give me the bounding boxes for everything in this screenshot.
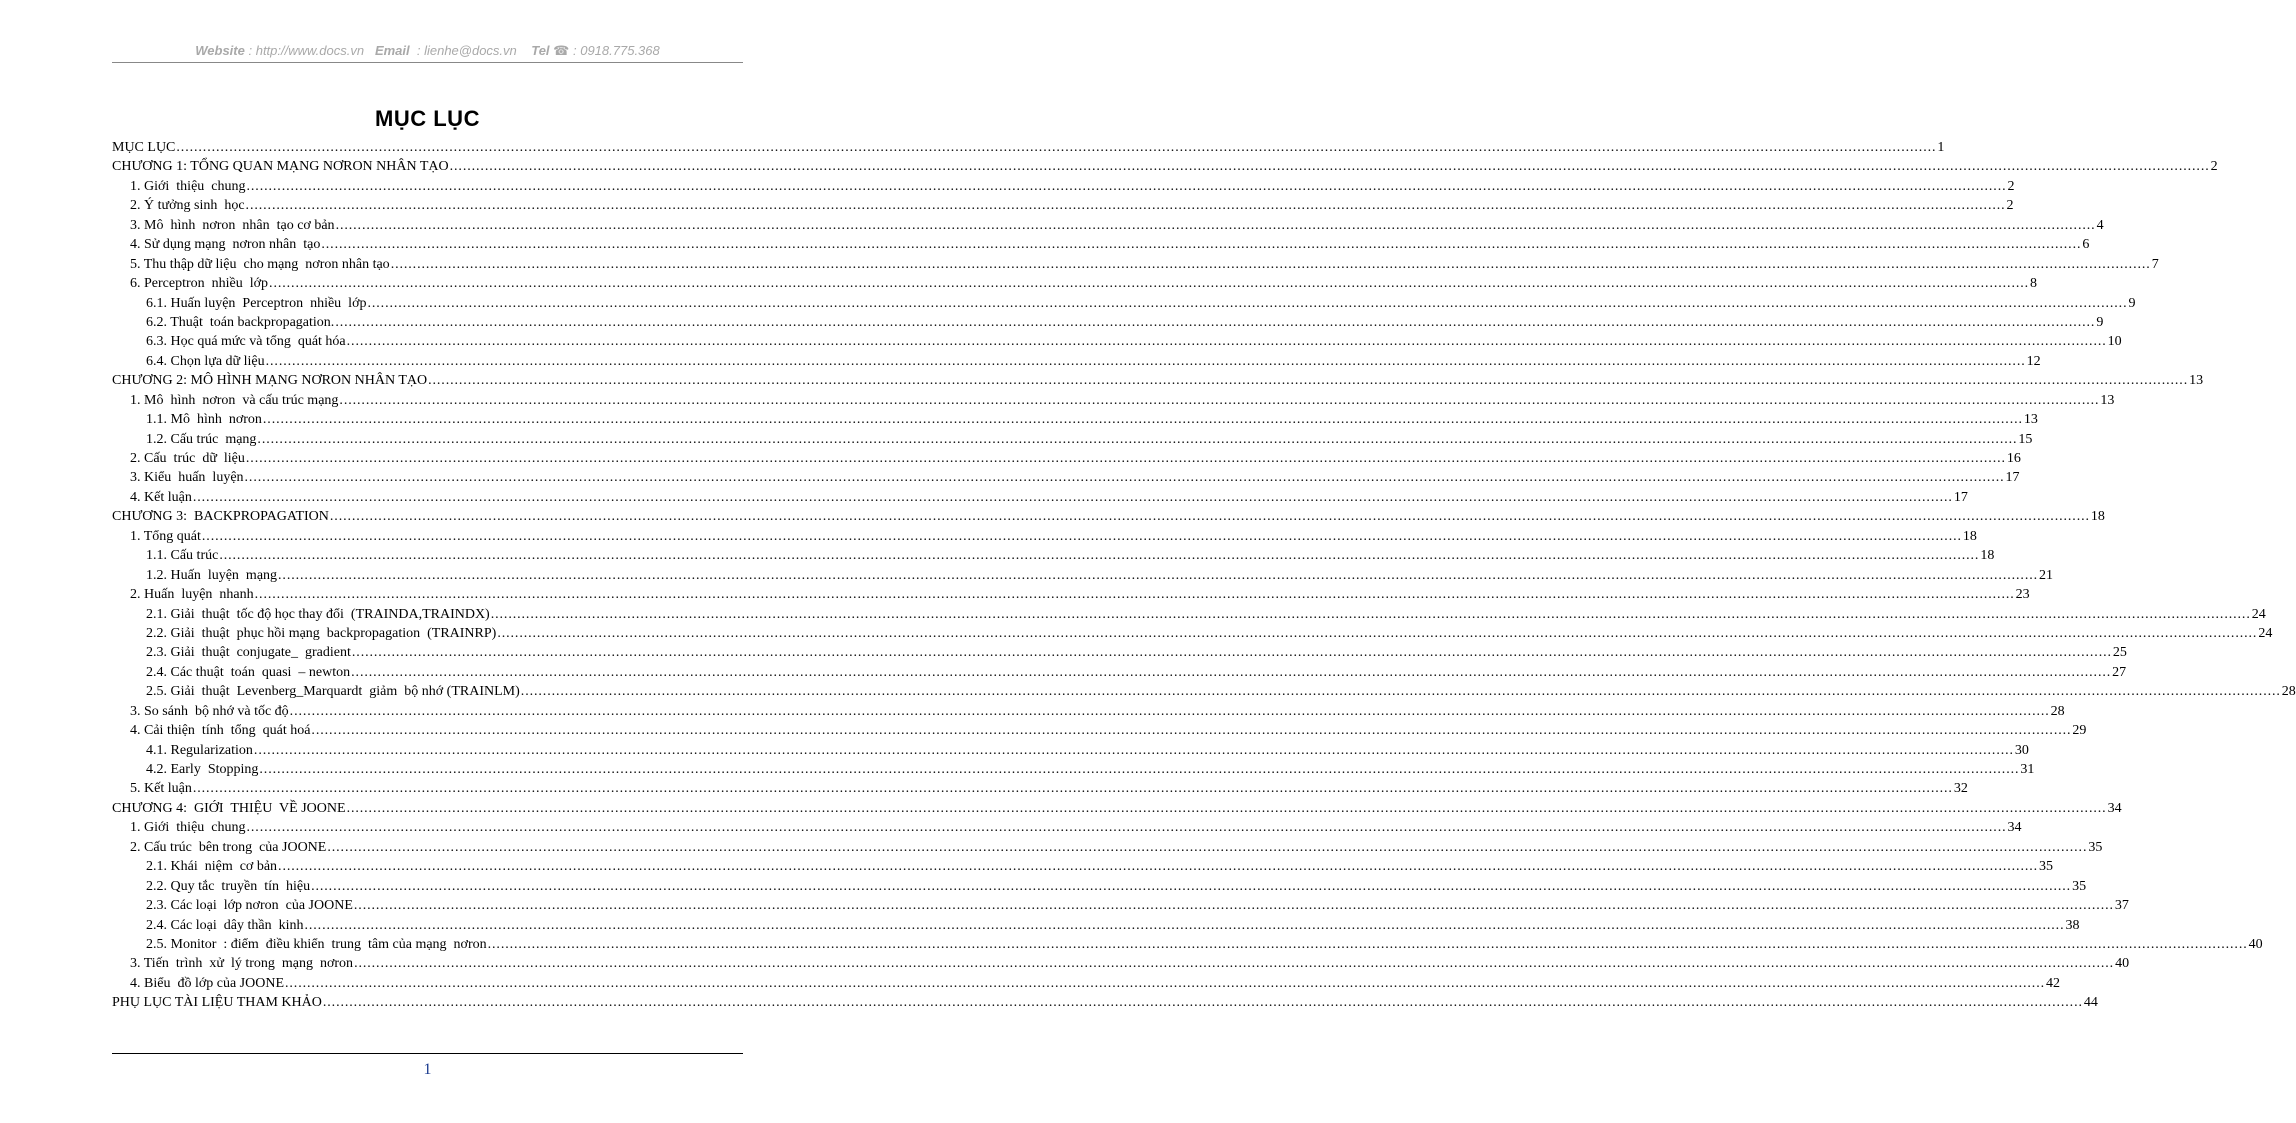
toc-entry[interactable]: [112, 235, 2090, 254]
toc-leader-dots: ................................................................................................................................................................................................................................................................................................................................................................................................................: [257, 431, 2018, 447]
toc-entry-label: 4. Cải thiện tính tổng quát hoá: [130, 723, 311, 739]
toc-entry-page: 28: [2050, 703, 2065, 719]
toc-entry-label: 2.2. Quy tắc truyền tín hiệu: [146, 878, 311, 894]
toc-leader-dots: ................................................................................................................................................................................................................................................................................................................................................................................................................: [322, 995, 2083, 1011]
toc-leader-dots: ................................................................................................................................................................................................................................................................................................................................................................................................................: [428, 373, 2189, 389]
toc-entry-label: 5. Kết luận: [130, 781, 192, 797]
toc-entry[interactable]: [112, 468, 2020, 487]
toc-entry[interactable]: [112, 177, 2015, 196]
toc-entry-page: 2: [2007, 178, 2015, 194]
toc-entry-page: 29: [2072, 723, 2087, 739]
toc-entry-page: 13: [2100, 392, 2115, 408]
toc-entry-label: 2. Ý tưởng sinh học: [130, 198, 245, 214]
toc-leader-dots: ................................................................................................................................................................................................................................................................................................................................................................................................................: [311, 878, 2072, 894]
toc-entry[interactable]: [112, 352, 2041, 371]
toc-entry-label: 1. Mô hình nơron và cấu trúc mạng: [130, 392, 339, 408]
toc-entry-label: 6.3. Học quá mức và tổng quát hóa: [146, 334, 346, 350]
toc-entry-page: 35: [2072, 878, 2087, 894]
toc-entry-label: 6.4. Chọn lựa dữ liệu: [146, 353, 265, 369]
toc-entry-page: 35: [2088, 839, 2103, 855]
toc-entry-page: 32: [1953, 781, 1968, 797]
toc-entry-label: 4. Sử dụng mạng nơron nhân tạo: [130, 237, 321, 253]
toc-entry-label: 1. Giới thiệu chung: [130, 178, 246, 194]
toc-entry[interactable]: [112, 974, 2060, 993]
toc-entry-label: CHƯƠNG 3: BACKPROPAGATION: [112, 509, 329, 525]
toc-leader-dots: ................................................................................................................................................................................................................................................................................................................................................................................................................: [269, 276, 2030, 292]
tel-value: : 0918.775.368: [573, 43, 660, 58]
toc-entry[interactable]: [112, 410, 2038, 429]
toc-leader-dots: ................................................................................................................................................................................................................................................................................................................................................................................................................: [254, 587, 2015, 603]
toc-entry-page: 18: [1980, 548, 1995, 564]
toc-leader-dots: ................................................................................................................................................................................................................................................................................................................................................................................................................: [253, 742, 2014, 758]
toc-entry-label: 2.4. Các loại dây thần kinh: [146, 917, 304, 933]
toc-leader-dots: ................................................................................................................................................................................................................................................................................................................................................................................................................: [321, 237, 2082, 253]
toc-leader-dots: ................................................................................................................................................................................................................................................................................................................................................................................................................: [490, 606, 2251, 622]
toc-leader-dots: ................................................................................................................................................................................................................................................................................................................................................................................................................: [289, 703, 2050, 719]
toc-entry[interactable]: [112, 760, 2035, 779]
toc-entry-label: 4. Biểu đồ lớp của JOONE: [130, 975, 284, 991]
table-of-contents: [112, 138, 2296, 1013]
toc-entry[interactable]: [112, 624, 2273, 643]
toc-leader-dots: ................................................................................................................................................................................................................................................................................................................................................................................................................: [311, 723, 2072, 739]
toc-entry[interactable]: [112, 138, 1945, 157]
toc-entry-label: PHỤ LỤC TÀI LIỆU THAM KHẢO: [112, 995, 322, 1011]
toc-leader-dots: ................................................................................................................................................................................................................................................................................................................................................................................................................: [346, 334, 2107, 350]
toc-entry[interactable]: [112, 877, 2087, 896]
website-label: Website: [195, 43, 245, 58]
toc-entry[interactable]: [112, 216, 2104, 235]
toc-entry[interactable]: [112, 741, 2029, 760]
toc-entry-label: 4. Kết luận: [130, 489, 192, 505]
toc-entry[interactable]: [112, 721, 2087, 740]
toc-entry-page: 23: [2015, 587, 2030, 603]
toc-leader-dots: ................................................................................................................................................................................................................................................................................................................................................................................................................: [259, 762, 2020, 777]
toc-leader-dots: ................................................................................................................................................................................................................................................................................................................................................................................................................: [262, 412, 2023, 428]
toc-entry-label: 6.2. Thuật toán backpropagation.: [146, 314, 335, 330]
toc-entry-label: 4.1. Regularization: [146, 742, 253, 758]
toc-entry[interactable]: [112, 566, 2054, 585]
toc-leader-dots: ................................................................................................................................................................................................................................................................................................................................................................................................................: [329, 509, 2090, 525]
toc-leader-dots: ................................................................................................................................................................................................................................................................................................................................................................................................................: [497, 625, 2258, 641]
toc-entry-label: 1.1. Mô hình nơron: [146, 412, 262, 428]
email-label: Email: [374, 43, 410, 58]
toc-entry-page: 6: [2082, 237, 2090, 253]
toc-entry-label: 2. Cấu trúc bên trong của JOONE: [130, 839, 327, 855]
toc-entry-page: 30: [2014, 742, 2029, 758]
toc-entry[interactable]: [112, 585, 2030, 604]
toc-entry-label: 2. Cấu trúc dữ liệu: [130, 451, 245, 466]
toc-leader-dots: ................................................................................................................................................................................................................................................................................................................................................................................................................: [278, 567, 2039, 583]
toc-entry[interactable]: [112, 916, 2080, 935]
phone-icon: ☎: [553, 43, 570, 58]
toc-entry[interactable]: [112, 274, 2038, 293]
toc-entry[interactable]: [112, 857, 2054, 876]
toc-entry-page: 27: [2112, 664, 2127, 680]
toc-entry-page: 24: [2251, 606, 2266, 622]
toc-leader-dots: ................................................................................................................................................................................................................................................................................................................................................................................................................: [285, 975, 2045, 991]
toc-entry[interactable]: [112, 779, 1968, 798]
toc-entry-page: 34: [2107, 800, 2122, 816]
toc-entry[interactable]: [112, 818, 2022, 837]
toc-leader-dots: ................................................................................................................................................................................................................................................................................................................................................................................................................: [192, 781, 1953, 797]
toc-entry-page: 7: [2151, 256, 2159, 272]
toc-leader-dots: ................................................................................................................................................................................................................................................................................................................................................................................................................: [351, 645, 2112, 661]
toc-entry-label: CHƯƠNG 2: MÔ HÌNH MẠNG NƠRON NHÂN TẠO: [112, 373, 428, 389]
toc-entry-page: 17: [1953, 489, 1968, 505]
toc-leader-dots: ................................................................................................................................................................................................................................................................................................................................................................................................................: [246, 820, 2007, 836]
toc-entry-page: 2: [2006, 198, 2014, 214]
toc-entry-label: CHƯƠNG 1: TỔNG QUAN MẠNG NƠRON NHÂN TẠO: [112, 159, 449, 175]
toc-entry[interactable]: [112, 430, 2033, 449]
toc-entry[interactable]: [112, 682, 2296, 701]
toc-entry[interactable]: [112, 157, 2218, 176]
toc-entry[interactable]: [112, 993, 2098, 1012]
toc-entry[interactable]: [112, 488, 1968, 507]
toc-leader-dots: ................................................................................................................................................................................................................................................................................................................................................................................................................: [390, 256, 2151, 272]
toc-entry-page: 15: [2018, 431, 2033, 447]
toc-leader-dots: ................................................................................................................................................................................................................................................................................................................................................................................................................: [244, 470, 2005, 486]
toc-entry-label: 1.2. Huấn luyện mạng: [146, 567, 278, 583]
tel-label: Tel: [531, 43, 550, 58]
toc-entry-label: 2.1. Giải thuật tốc độ học thay đổi (TRAINDA,TRAINDX): [146, 606, 490, 622]
toc-entry[interactable]: [112, 643, 2127, 662]
toc-leader-dots: ................................................................................................................................................................................................................................................................................................................................................................................................................: [335, 314, 2096, 330]
toc-entry-label: 2.1. Khái niệm cơ bản: [146, 859, 278, 875]
toc-entry-label: 5. Thu thập dữ liệu cho mạng nơron nhân tạo: [130, 256, 390, 272]
toc-entry-label: 2.5. Monitor : điểm điều khiển trung tâm của mạng nơron: [146, 936, 487, 952]
toc-leader-dots: ................................................................................................................................................................................................................................................................................................................................................................................................................: [265, 353, 2026, 369]
toc-leader-dots: ................................................................................................................................................................................................................................................................................................................................................................................................................: [449, 159, 2210, 175]
toc-entry[interactable]: [112, 507, 2105, 526]
header-divider: [112, 62, 743, 63]
toc-entry-page: 21: [2039, 567, 2054, 583]
toc-leader-dots: ................................................................................................................................................................................................................................................................................................................................................................................................................: [201, 528, 1962, 544]
toc-entry-page: 37: [2114, 898, 2129, 914]
toc-entry-label: 2.2. Giải thuật phục hồi mạng backpropagation (TRAINRP): [146, 625, 497, 641]
toc-entry-label: 2.3. Các loại lớp nơron của JOONE: [146, 898, 353, 914]
toc-entry-page: 2: [2210, 159, 2218, 175]
toc-leader-dots: ................................................................................................................................................................................................................................................................................................................................................................................................................: [219, 548, 1980, 564]
toc-entry-label: 4.2. Early Stopping: [146, 762, 259, 777]
toc-entry-page: 13: [2189, 373, 2204, 389]
toc-leader-dots: ................................................................................................................................................................................................................................................................................................................................................................................................................: [245, 451, 2006, 466]
toc-entry-label: 2.4. Các thuật toán quasi – newton: [146, 664, 351, 680]
toc-entry-page: 24: [2258, 625, 2273, 641]
toc-entry-label: 3. So sánh bộ nhớ và tốc độ: [130, 703, 289, 719]
toc-entry[interactable]: [112, 799, 2122, 818]
toc-entry[interactable]: [112, 935, 2263, 954]
toc-entry[interactable]: [112, 702, 2065, 721]
toc-entry[interactable]: [112, 954, 2130, 973]
toc-entry[interactable]: [112, 313, 2104, 332]
toc-entry-page: 9: [2128, 295, 2136, 311]
toc-entry-page: 4: [2096, 217, 2104, 233]
toc-leader-dots: ................................................................................................................................................................................................................................................................................................................................................................................................................: [354, 956, 2115, 972]
toc-entry[interactable]: [112, 449, 2021, 468]
toc-entry-label: 6. Perceptron nhiều lớp: [130, 276, 269, 292]
toc-entry-page: 25: [2112, 645, 2127, 661]
toc-entry-label: MỤC LỤC: [112, 140, 176, 155]
toc-entry[interactable]: [112, 605, 2266, 624]
toc-leader-dots: ................................................................................................................................................................................................................................................................................................................................................................................................................: [246, 178, 2007, 194]
toc-entry[interactable]: [112, 371, 2204, 390]
toc-leader-dots: ................................................................................................................................................................................................................................................................................................................................................................................................................: [487, 936, 2248, 952]
toc-leader-dots: ................................................................................................................................................................................................................................................................................................................................................................................................................: [367, 295, 2128, 311]
toc-entry[interactable]: [112, 196, 2014, 215]
toc-entry[interactable]: [112, 391, 2115, 410]
toc-leader-dots: ................................................................................................................................................................................................................................................................................................................................................................................................................: [192, 489, 1953, 505]
page-header: [112, 43, 743, 59]
toc-leader-dots: ................................................................................................................................................................................................................................................................................................................................................................................................................: [353, 898, 2114, 914]
toc-entry-page: 10: [2107, 334, 2122, 350]
toc-entry-page: 1: [1937, 140, 1945, 155]
toc-entry-page: 38: [2065, 917, 2080, 933]
email-value: : lienhe@docs.vn: [416, 43, 517, 58]
toc-entry-label: 2. Huấn luyện nhanh: [130, 587, 254, 603]
toc-leader-dots: ................................................................................................................................................................................................................................................................................................................................................................................................................: [339, 392, 2100, 408]
toc-entry-page: 9: [2096, 314, 2104, 330]
toc-entry-page: 28: [2281, 684, 2296, 700]
toc-entry-page: 40: [2115, 956, 2130, 972]
toc-entry-page: 35: [2039, 859, 2054, 875]
toc-leader-dots: ................................................................................................................................................................................................................................................................................................................................................................................................................: [335, 217, 2096, 233]
toc-entry-label: 3. Kiểu huấn luyện: [130, 470, 244, 486]
toc-entry-page: 31: [2020, 762, 2035, 777]
toc-entry-page: 34: [2007, 820, 2022, 836]
toc-entry-page: 17: [2005, 470, 2020, 486]
toc-entry-label: 2.3. Giải thuật conjugate_ gradient: [146, 645, 351, 661]
toc-leader-dots: ................................................................................................................................................................................................................................................................................................................................................................................................................: [245, 198, 2006, 214]
footer-divider: [112, 1053, 743, 1054]
toc-entry-label: 3. Mô hình nơron nhân tạo cơ bản: [130, 217, 335, 233]
toc-entry[interactable]: [112, 896, 2129, 915]
toc-entry-page: 18: [2090, 509, 2105, 525]
toc-leader-dots: ................................................................................................................................................................................................................................................................................................................................................................................................................: [351, 664, 2112, 680]
website-value: : http://www.docs.vn: [248, 43, 365, 58]
toc-entry[interactable]: [112, 332, 2122, 351]
toc-entry-label: 1.2. Cấu trúc mạng: [146, 431, 257, 447]
toc-entry-label: 1. Giới thiệu chung: [130, 820, 246, 836]
toc-leader-dots: ................................................................................................................................................................................................................................................................................................................................................................................................................: [520, 684, 2281, 700]
toc-leader-dots: ................................................................................................................................................................................................................................................................................................................................................................................................................: [304, 917, 2065, 933]
toc-entry[interactable]: [112, 838, 2103, 857]
page-number: 1: [423, 1061, 432, 1078]
toc-entry[interactable]: [112, 294, 2136, 313]
toc-entry-page: 18: [1962, 528, 1977, 544]
toc-entry-page: 44: [2083, 995, 2098, 1011]
toc-leader-dots: ................................................................................................................................................................................................................................................................................................................................................................................................................: [278, 859, 2039, 875]
toc-entry-label: 6.1. Huấn luyện Perceptron nhiều lớp: [146, 295, 367, 311]
toc-entry-page: 8: [2030, 276, 2038, 292]
toc-entry-page: 13: [2023, 412, 2038, 428]
toc-entry-label: 1.1. Cấu trúc: [146, 548, 219, 564]
page-title: MỤC LỤC: [375, 106, 480, 131]
toc-entry-label: CHƯƠNG 4: GIỚI THIỆU VỀ JOONE: [112, 800, 346, 816]
toc-entry-page: 40: [2248, 936, 2263, 952]
toc-entry-label: 3. Tiến trình xử lý trong mạng nơron: [130, 956, 354, 972]
toc-leader-dots: ................................................................................................................................................................................................................................................................................................................................................................................................................: [176, 140, 1937, 155]
toc-entry[interactable]: [112, 255, 2159, 274]
toc-entry-page: 12: [2026, 353, 2041, 369]
toc-leader-dots: ................................................................................................................................................................................................................................................................................................................................................................................................................: [346, 800, 2107, 816]
toc-entry-page: 16: [2006, 451, 2021, 466]
toc-entry[interactable]: [112, 663, 2127, 682]
toc-entry[interactable]: [112, 546, 1995, 565]
toc-entry-label: 2.5. Giải thuật Levenberg_Marquardt giảm bộ nhớ (TRAINLM): [146, 684, 520, 700]
toc-entry[interactable]: [112, 527, 1977, 546]
toc-entry-page: 42: [2046, 975, 2060, 991]
toc-leader-dots: ................................................................................................................................................................................................................................................................................................................................................................................................................: [327, 839, 2088, 855]
toc-entry-label: 1. Tổng quát: [130, 528, 201, 544]
